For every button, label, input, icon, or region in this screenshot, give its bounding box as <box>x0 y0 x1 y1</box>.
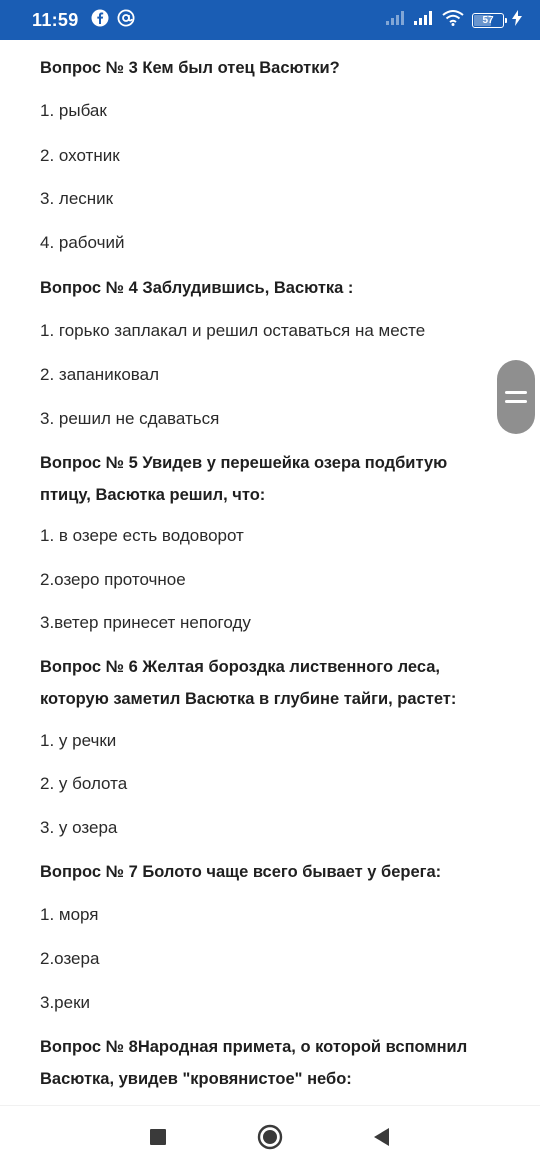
question-text: Вопрос № 4 Заблудившись, Васютка : <box>40 279 354 297</box>
recents-square-icon <box>149 1128 167 1151</box>
back-triangle-icon <box>372 1127 390 1152</box>
home-circle-icon <box>257 1124 283 1155</box>
recents-button[interactable] <box>145 1126 171 1152</box>
answer-option: 4. рабочий <box>40 233 125 252</box>
question-text: птицу, Васютка решил, что: <box>40 486 266 504</box>
question-text: Вопрос № 5 Увидев у перешейка озера подбитую <box>40 454 448 472</box>
answer-option: 2. запаниковал <box>40 365 159 384</box>
charging-icon <box>512 10 522 31</box>
answer-option: 1. рыбак <box>40 101 107 120</box>
answer-option: 3. лесник <box>40 189 114 208</box>
status-notification-icons <box>91 9 135 32</box>
facebook-icon <box>91 9 109 32</box>
answer-option: 3. решил не сдаваться <box>40 409 220 428</box>
handle-line <box>505 391 527 394</box>
answer-option: 2.озера <box>40 949 100 968</box>
battery-icon <box>472 13 504 28</box>
question-text: Вопрос № 8Народная примета, о которой вспомнил <box>40 1038 468 1056</box>
signal-icon <box>386 11 406 30</box>
answer-option: 1. у речки <box>40 731 117 750</box>
back-button[interactable] <box>368 1126 394 1152</box>
status-system-icons <box>386 10 522 31</box>
home-button[interactable] <box>257 1126 283 1152</box>
handle-line <box>505 400 527 403</box>
question-text: Вопрос № 7 Болото чаще всего бывает у берега: <box>40 863 442 881</box>
answer-option: 3.ветер принесет непогоду <box>40 613 251 632</box>
status-bar <box>0 0 540 40</box>
at-sign-icon <box>117 9 135 32</box>
answer-option: 1. в озере есть водоворот <box>40 526 244 545</box>
answer-option: 3.реки <box>40 993 91 1012</box>
question-text: Вопрос № 3 Кем был отец Васютки? <box>40 59 340 77</box>
question-text: Васютка, увидев "кровянистое" небо: <box>40 1070 352 1088</box>
answer-option: 2.озеро проточное <box>40 570 186 589</box>
navigation-bar <box>0 1105 540 1170</box>
battery-level: 57 <box>482 14 494 26</box>
answer-option: 2. у болота <box>40 774 128 793</box>
answer-option: 1. горько заплакал и решил оставаться на месте <box>40 321 426 340</box>
status-time: 11:59 <box>32 9 79 30</box>
document-viewer[interactable] <box>0 40 540 1105</box>
wifi-icon <box>442 10 464 31</box>
answer-option: 1. моря <box>40 905 99 924</box>
answer-option: 3. у озера <box>40 818 118 837</box>
fast-scroll-handle[interactable] <box>497 360 535 434</box>
question-text: Вопрос № 6 Желтая бороздка лиственного леса, <box>40 658 441 676</box>
answer-option: 2. охотник <box>40 146 120 165</box>
question-text: которую заметил Васютка в глубине тайги, растет: <box>40 690 457 708</box>
signal-icon <box>414 11 434 30</box>
